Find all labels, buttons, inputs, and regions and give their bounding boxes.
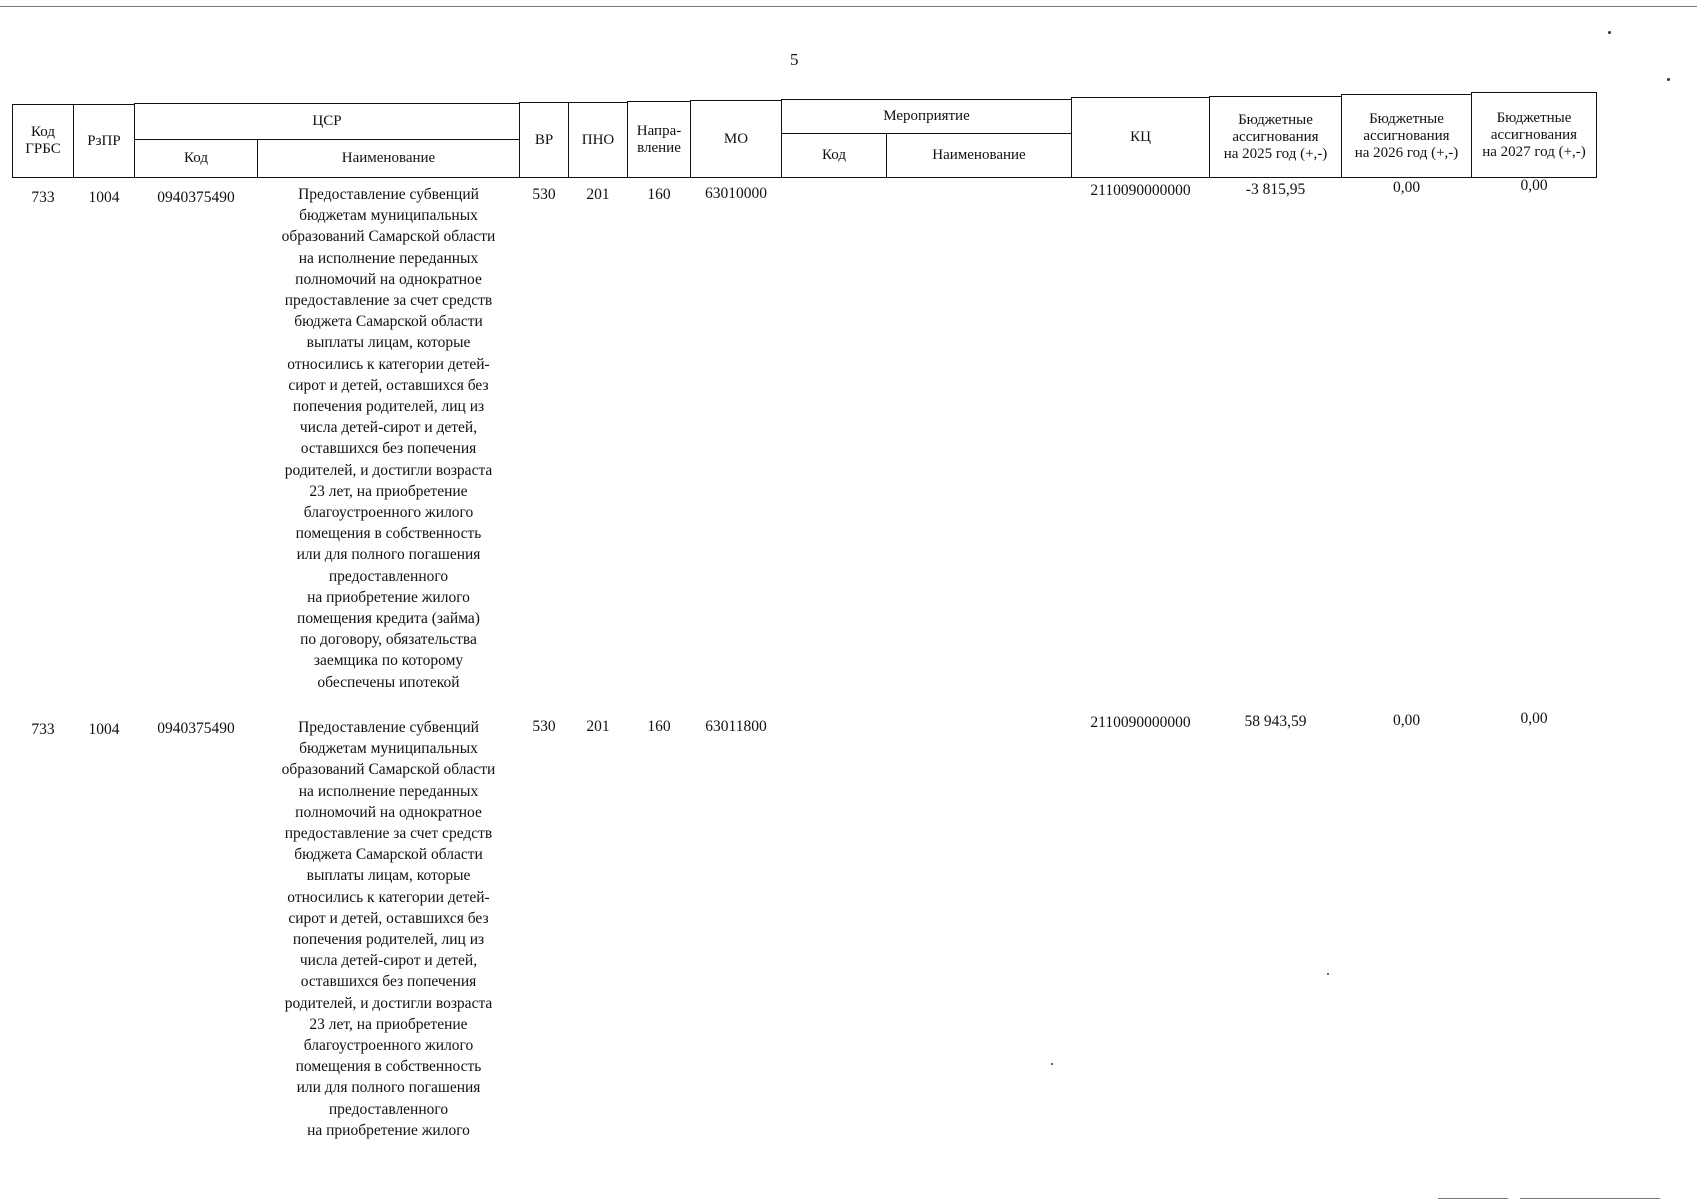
cell-mo: 63011800 [705,718,767,735]
table-header [12,90,1597,178]
cell-pno: 201 [586,718,610,735]
header-vr: ВР [519,102,569,178]
header-budget-2026: Бюджетные ассигнования на 2026 год (+,-) [1341,94,1472,178]
header-mo: МО [690,100,782,178]
cell-budget-2026: 0,00 [1392,712,1421,729]
header-rzpr: РзПР [73,104,135,178]
cell-budget-2027: 0,00 [1520,710,1548,727]
header-kod-grbs: Код ГРБС [12,104,74,178]
cell-grbs: 733 [31,721,55,738]
scan-speck [1327,973,1329,975]
cell-csr-kod: 0940375490 [157,720,235,737]
header-napravlenie: Напра- вление [627,101,691,178]
cell-rzpr: 1004 [88,189,120,206]
cell-budget-2027: 0,00 [1520,177,1548,194]
cell-vr: 530 [532,718,556,735]
page-number: 5 [790,50,799,69]
header-csr: ЦСР [134,103,520,140]
page-top-rule [0,6,1697,7]
cell-rzpr: 1004 [88,721,120,738]
header-kc: КЦ [1071,97,1210,178]
header-budget-2027: Бюджетные ассигнования на 2027 год (+,-) [1471,92,1597,178]
header-meropriyatie-name: Наименование [886,133,1072,178]
cell-vr: 530 [532,186,556,203]
cell-pno: 201 [586,186,610,203]
cell-mo: 63010000 [705,185,767,202]
header-pno: ПНО [568,102,628,178]
header-meropriyatie: Мероприятие [781,99,1072,134]
cell-budget-2025: -3 815,95 [1245,181,1306,198]
cell-budget-2025: 58 943,59 [1244,713,1307,730]
cell-csr-name: Предоставление субвенций бюджетам муниципальных образований Самарской области на исполнение переданных полномочий на однократное предоставление за счет средств бюджета Самарской области выплаты лицам, которые относились к категории детей- сирот и детей, оставшихся без попечения родителей, лиц из числа детей-сирот и детей, оставшихся без попечения родителей, и достигли возраста 23 лет, на приобретение благоустроенного жилого помещения в собственность или для полного погашения предоставленного на приобретение жилого помещения кредита (займа) по договору, обязательства заемщика по которому обеспечены ипотекой [281,186,496,691]
scan-edge-line [1438,1198,1508,1199]
cell-napravlenie: 160 [647,186,671,203]
scan-speck [1608,31,1611,34]
scan-edge-line [1520,1198,1660,1199]
cell-grbs: 733 [31,189,55,206]
table-row [12,177,1597,693]
scan-speck [1051,1063,1053,1065]
scan-speck [1667,78,1670,81]
header-meropriyatie-kod: Код [781,133,887,178]
cell-napravlenie: 160 [647,718,671,735]
header-csr-kod: Код [134,139,258,178]
cell-budget-2026: 0,00 [1392,179,1421,196]
header-csr-name: Наименование [257,139,520,178]
header-budget-2025: Бюджетные ассигнования на 2025 год (+,-) [1209,96,1342,178]
cell-kc: 2110090000000 [1090,714,1191,731]
cell-kc: 2110090000000 [1090,182,1191,199]
table-row [12,710,1597,1146]
cell-csr-name: Предоставление субвенций бюджетам муниципальных образований Самарской области на исполнение переданных полномочий на однократное предоставление за счет средств бюджета Самарской области выплаты лицам, которые относились к категории детей- сирот и детей, оставшихся без попечения родителей, лиц из числа детей-сирот и детей, оставшихся без попечения родителей, и достигли возраста 23 лет, на приобретение благоустроенного жилого помещения в собственность или для полного погашения предоставленного на приобретение жилого [281,719,496,1139]
cell-csr-kod: 0940375490 [157,189,235,206]
